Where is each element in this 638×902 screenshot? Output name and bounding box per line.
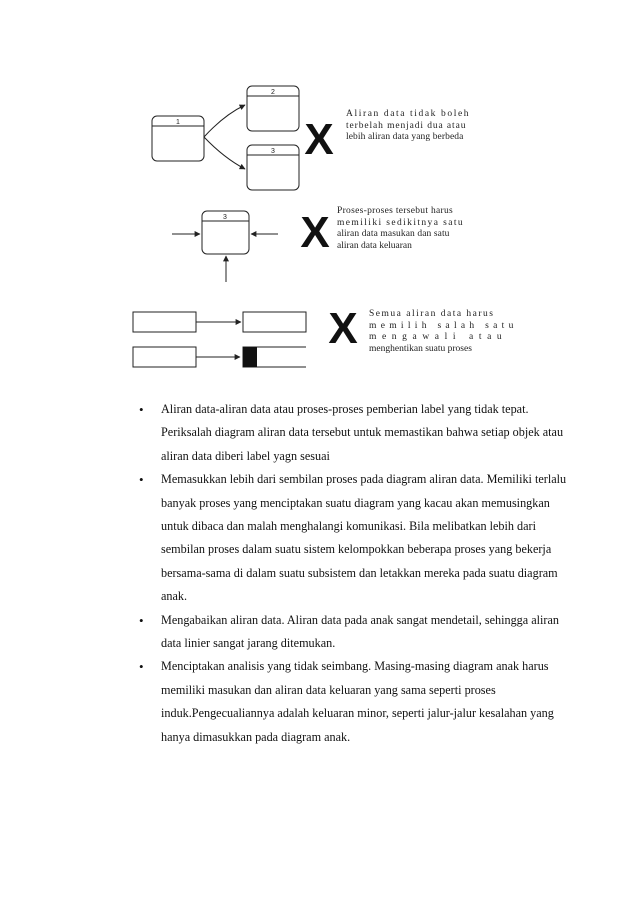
- x-mark-2: X: [300, 208, 330, 257]
- entity-box-top-right: [243, 312, 306, 332]
- note-process-io: [337, 206, 464, 252]
- note-line: mengawali atau: [369, 332, 508, 342]
- note-line: Semua aliran data harus: [369, 309, 495, 319]
- note-line: menghentikan suatu proses: [369, 343, 472, 354]
- process-number-1: 1: [176, 119, 180, 126]
- note-line: memilih salah satu: [369, 320, 518, 331]
- entity-box-top-left: [133, 312, 196, 332]
- note-line: Proses-proses tersebut harus: [337, 206, 454, 216]
- note-line: Aliran data tidak boleh: [346, 109, 471, 119]
- note-flow-start-end: [369, 309, 518, 355]
- dfd-error-diagrams: [0, 0, 638, 390]
- process-number-3: 3: [271, 148, 275, 155]
- diagram-process-io: [172, 211, 278, 282]
- note-line: aliran data masukan dan satu: [337, 229, 450, 239]
- data-store-marker: [243, 347, 257, 367]
- note-line: terbelah menjadi dua atau: [346, 120, 467, 131]
- note-line: lebih aliran data yang berbeda: [346, 132, 464, 142]
- process-number-2: 2: [271, 89, 275, 96]
- diagram-split-flow: [152, 86, 299, 190]
- bullet-list: [139, 398, 579, 749]
- diagram-flow-start-end: [133, 312, 306, 367]
- flow-branch-up: [204, 105, 245, 137]
- entity-box-bottom-left: [133, 347, 196, 367]
- list-item: • Menciptakan analisis yang tidak seimbang. Masing-masing diagram anak harus memiliki masukan dan aliran data keluaran yang sama seperti proses induk.Pengecualiannya adalah keluaran minor, seperti jalur-jalur kesalahan yang hanya dimasukkan pada diagram anak.: [139, 655, 579, 749]
- x-mark-3: X: [328, 304, 358, 353]
- flow-branch-down: [204, 137, 245, 169]
- process-number-3b: 3: [223, 214, 227, 221]
- note-line: memiliki sedikitnya satu: [337, 217, 465, 228]
- x-mark-1: X: [304, 115, 334, 164]
- list-item: • Mengabaikan aliran data. Aliran data pada anak sangat mendetail, sehingga aliran data linier sangat jarang ditemukan.: [139, 609, 579, 656]
- note-split-flow: [346, 109, 470, 144]
- list-item: • Aliran data-aliran data atau proses-proses pemberian label yang tidak tepat. Periksalah diagram aliran data tersebut untuk memastikan bahwa setiap objek atau aliran data diberi label yagn sesuai: [139, 398, 579, 468]
- list-item: • Memasukkan lebih dari sembilan proses pada diagram aliran data. Memiliki terlalu banyak proses yang menciptakan suatu diagram yang kacau akan memusingkan untuk dibaca dan malah menghalangi komunikasi. Bila melibatkan lebih dari sembilan proses dalam suatu sistem kelompokkan beberapa proses yang bekerja bersama-sama di dalam suatu subsistem dan letakkan mereka pada suatu diagram anak.: [139, 468, 579, 608]
- note-line: aliran data keluaran: [337, 240, 412, 251]
